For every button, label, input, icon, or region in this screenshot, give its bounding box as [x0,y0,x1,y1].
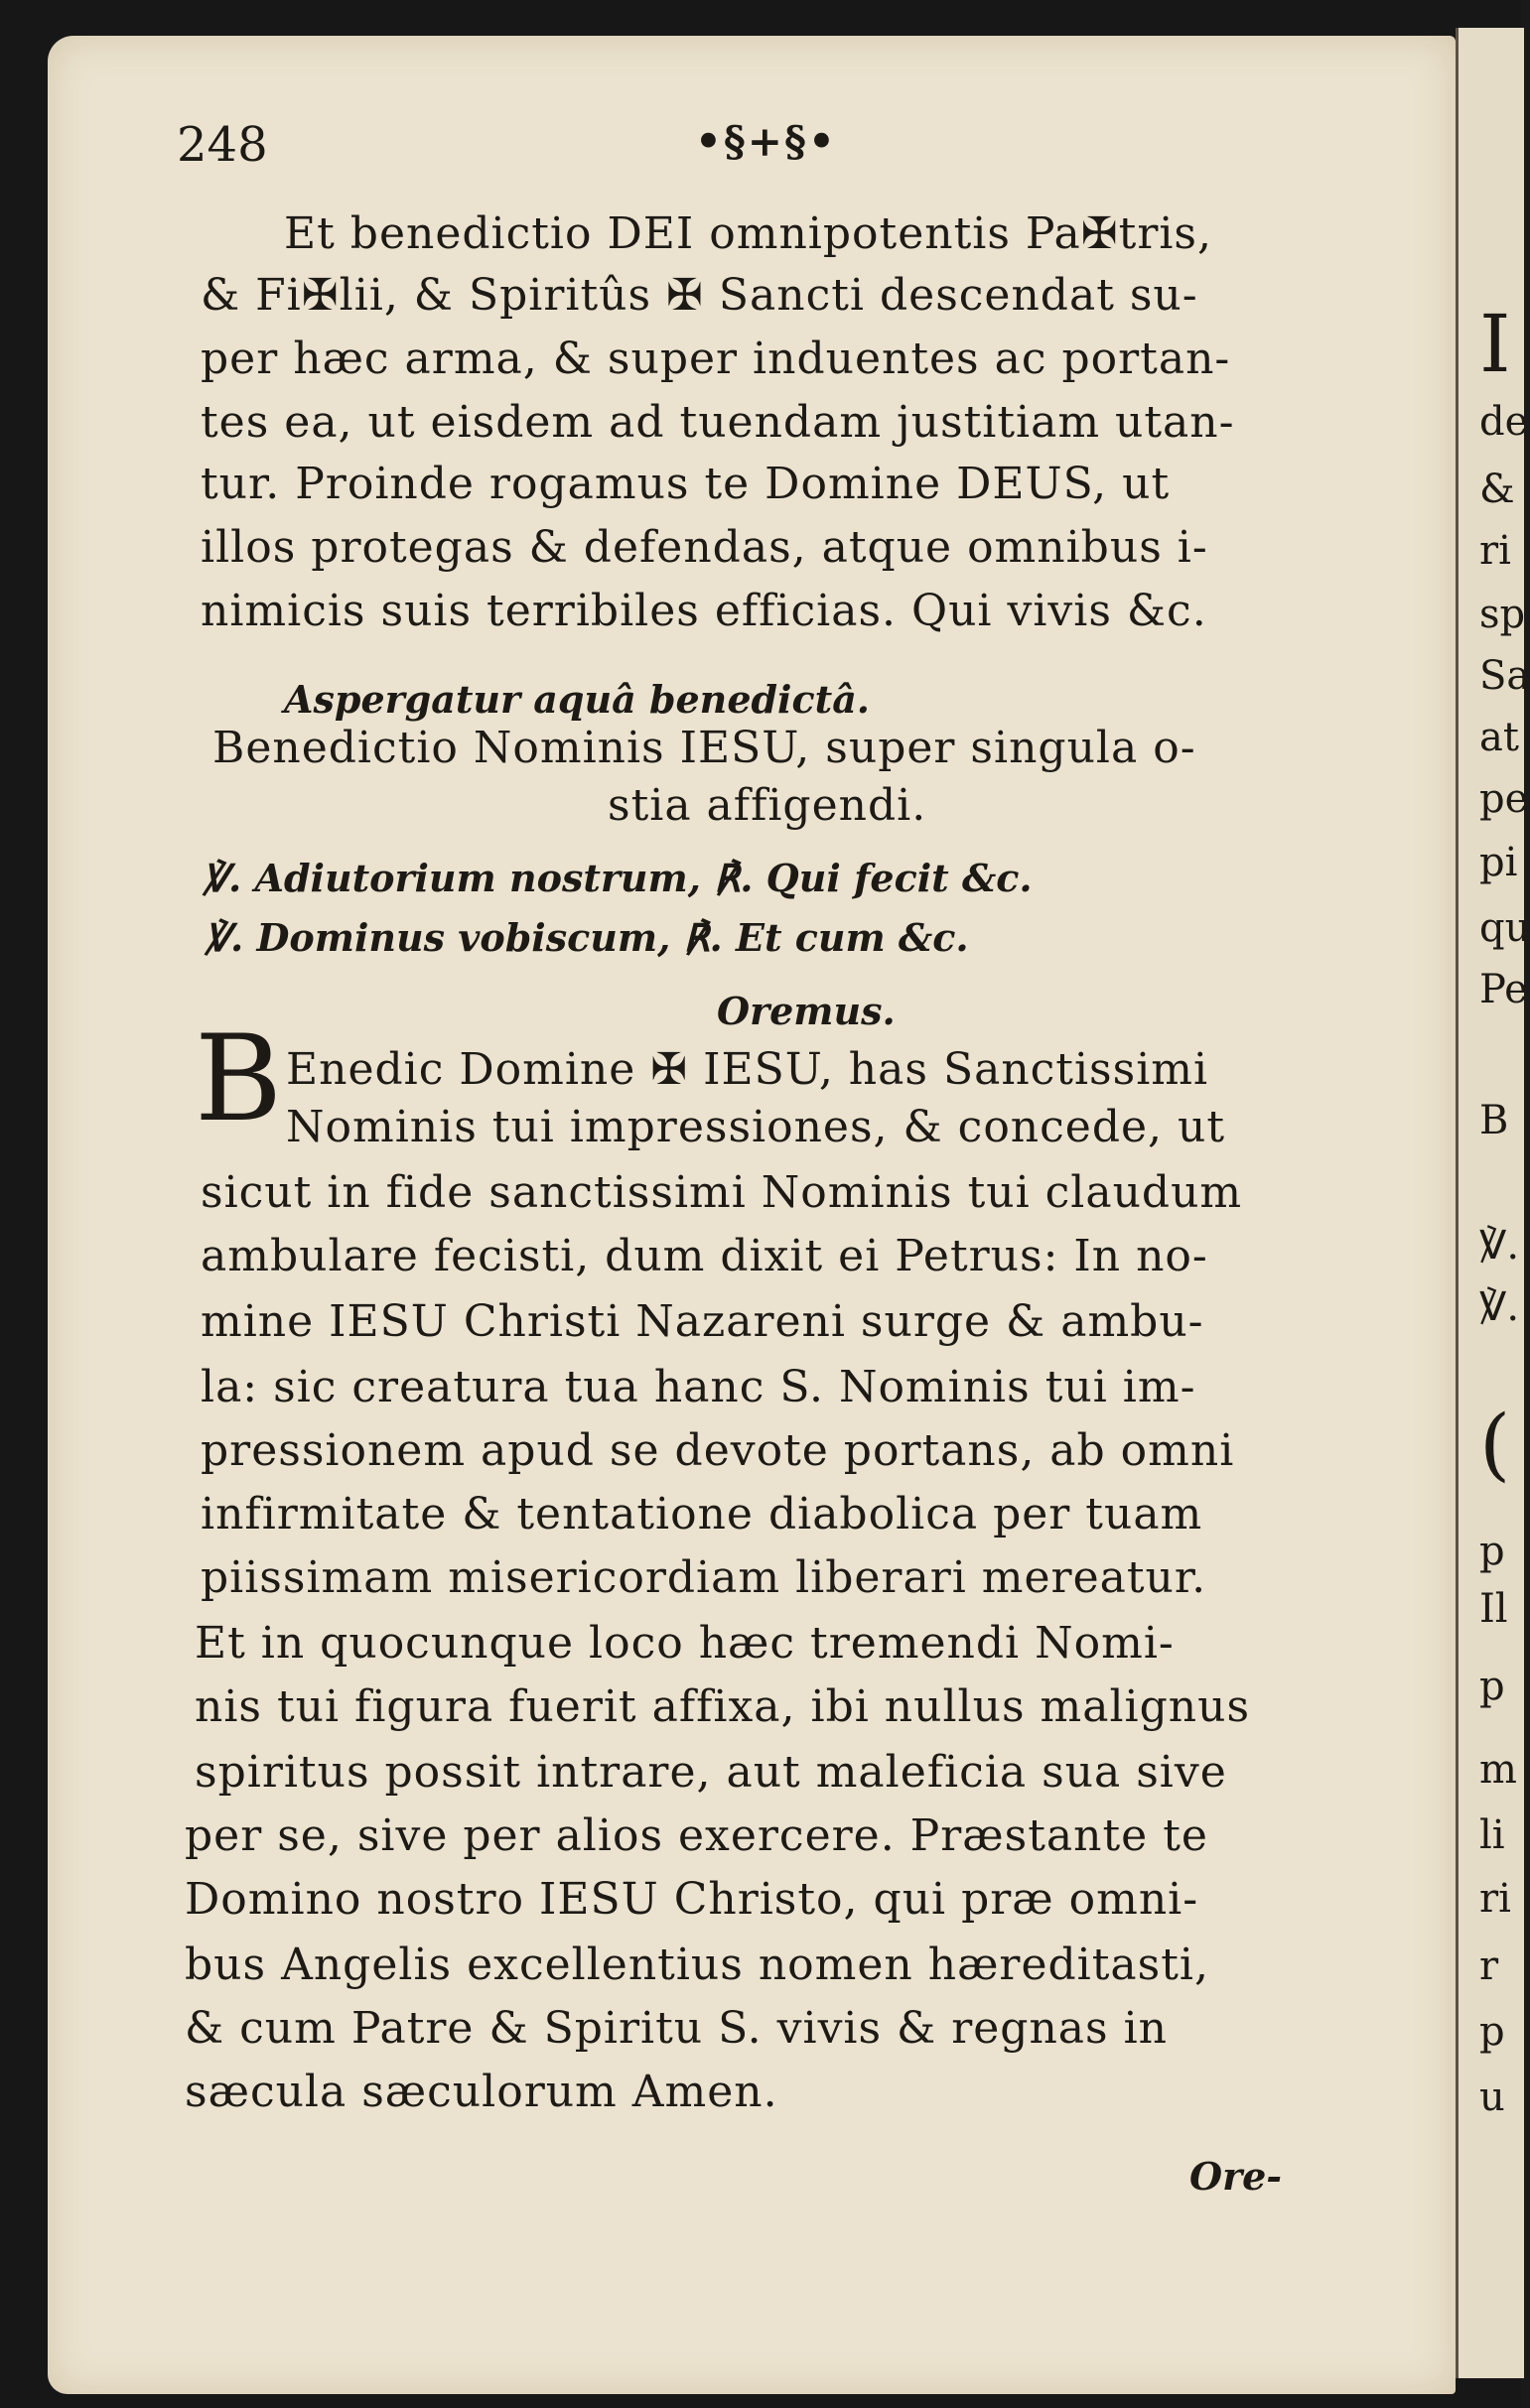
blessing-line: Et in quocunque loco hæc tremendi Nomi- [195,1618,1175,1669]
blessing-line: pressionem apud se devote portans, ab omni [201,1425,1235,1476]
blessing-line: Nominis tui impressiones, & concede, ut [286,1102,1226,1152]
blessing-line: piissimam misericordiam liberari mereatur. [201,1552,1207,1603]
opening-line: tur. Proinde rogamus te Domine DEUS, ut [201,459,1171,509]
blessing-line: sæcula sæculorum Amen. [185,2067,778,2117]
rubric: Aspergatur aquâ benedictâ. [284,677,871,722]
page-number: 248 [177,117,268,173]
facing-fragment: p [1479,1529,1505,1574]
facing-fragment: ri [1479,1876,1511,1922]
opening-line: nimicis suis terribiles efficias. Qui vivis &c. [201,586,1207,636]
facing-fragment: & [1479,467,1515,512]
oremus-heading: Oremus. [717,989,896,1033]
facing-fragment: de [1479,399,1529,445]
facing-fragment: p [1479,2009,1505,2055]
facing-fragment: ( [1479,1398,1511,1490]
facing-fragment: pi [1479,840,1518,885]
blessing-line: la: sic creatura tua hanc S. Nominis tui im- [201,1362,1196,1412]
blessing-line: Enedic Domine ✠ IESU, has Sanctissimi [286,1044,1209,1095]
catchword: Ore- [1189,2154,1283,2199]
blessing-line: bus Angelis excellentius nomen hæreditasti, [185,1940,1209,1990]
blessing-line: & cum Patre & Spiritu S. vivis & regnas in [185,2003,1168,2054]
versicle-2: ℣. Dominus vobiscum, ℟. Et cum &c. [205,915,969,960]
facing-fragment: r [1479,1943,1499,1989]
facing-fragment: sp [1479,592,1526,637]
facing-fragment: li [1479,1812,1505,1858]
opening-line: per hæc arma, & super induentes ac portan- [201,334,1231,384]
blessing-line: Domino nostro IESU Christo, qui præ omni- [185,1874,1199,1925]
blessing-line: per se, sive per alios exercere. Præstante te [185,1810,1208,1861]
opening-line: & Fi✠lii, & Spiritûs ✠ Sancti descendat su- [201,270,1198,321]
facing-fragment: qu [1479,905,1530,951]
opening-line: illos protegas & defendas, atque omnibus i- [201,522,1208,573]
facing-fragment: pe [1479,776,1529,822]
versicle-1: ℣. Adiutorium nostrum, ℟. Qui fecit &c. [203,856,1033,900]
blessing-line: nis tui figura fuerit affixa, ibi nullus malignus [195,1681,1251,1732]
facing-fragment: ℣. [1479,1284,1520,1330]
facing-fragment: Sa [1479,653,1530,699]
facing-fragment: m [1479,1747,1517,1793]
heading-line-1: Benedictio Nominis IESU, super singula o- [212,723,1196,773]
opening-line: tes ea, ut eisdem ad tuendam justitiam utan- [201,397,1235,448]
facing-fragment: ri [1479,528,1511,574]
blessing-line: ambulare fecisti, dum dixit ei Petrus: In no- [201,1231,1208,1281]
facing-fragment: Pe [1479,967,1528,1012]
opening-line: Et benedictio DEI omnipotentis Pa✠tris, [284,208,1212,259]
drop-cap: B [195,1010,283,1148]
facing-fragment: p [1479,1664,1505,1709]
facing-fragment: B [1479,1098,1509,1143]
blessing-line: spiritus possit intrare, aut maleficia sua sive [195,1747,1227,1798]
facing-fragment: ℣. [1479,1223,1520,1269]
facing-fragment: at [1479,715,1519,760]
facing-fragment: I [1479,298,1511,390]
blessing-line: mine IESU Christi Nazareni surge & ambu- [201,1296,1204,1347]
blessing-line: sicut in fide sanctissimi Nominis tui claudum [201,1167,1243,1218]
heading-line-2: stia affigendi. [608,780,927,831]
facing-fragment: u [1479,2074,1505,2120]
blessing-line: infirmitate & tentatione diabolica per tuam [201,1489,1203,1539]
facing-fragment: Il [1479,1586,1508,1632]
header-ornament: •§+§• [695,117,837,166]
